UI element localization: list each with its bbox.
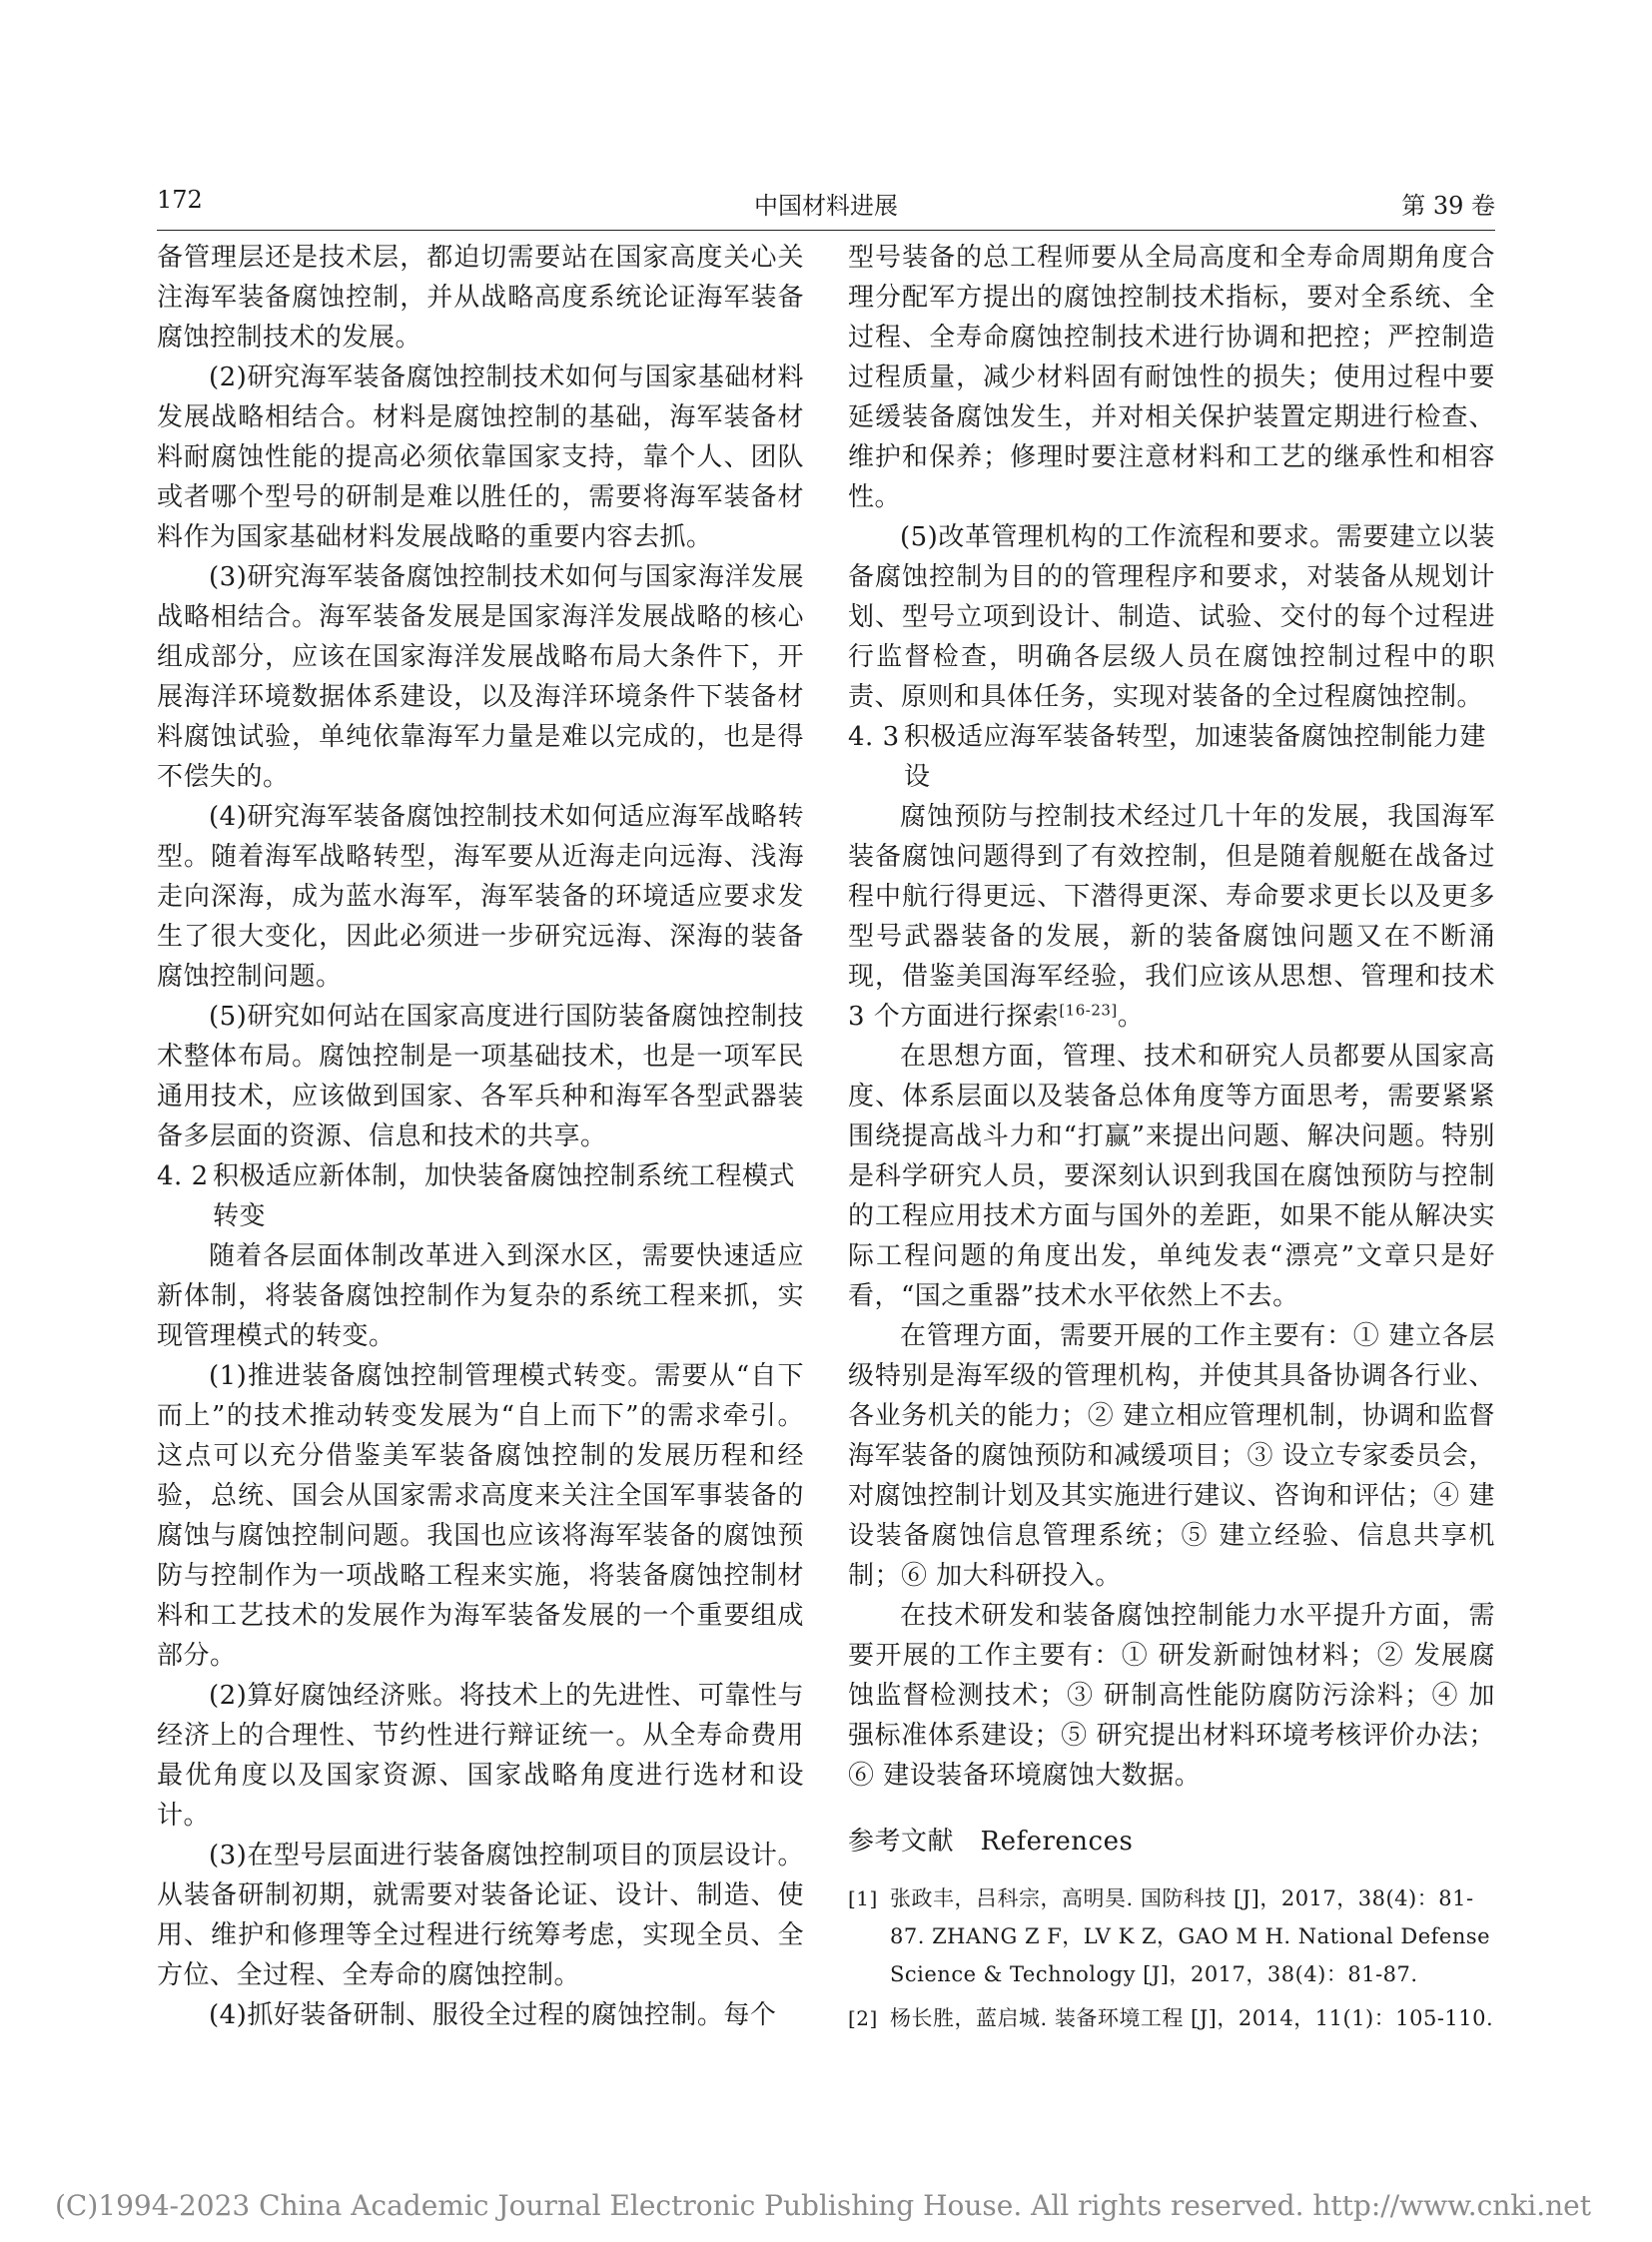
right-column	[848, 238, 1495, 2043]
reference-number: [1]	[848, 1886, 878, 1910]
reference-text: 杨长胜，蓝启城. 装备环境工程 [J]，2014，11(1)：105-110.	[890, 2006, 1494, 2030]
reference-number: [2]	[848, 2006, 878, 2030]
paragraph: 在思想方面，管理、技术和研究人员都要从国家高度、体系层面以及装备总体角度等方面思考，需要紧紧围绕提高战斗力和“打赢”来提出问题、解决问题。特别是科学研究人员，要深刻认识到我国在腐蚀预防与控制的工程应用技术方面与国外的差距，如果不能从解决实际工程问题的角度出发，单纯发表“漂亮”文章只是好看，“国之重器”技术水平依然上不去。	[848, 1042, 1495, 1311]
paragraph: (2)算好腐蚀经济账。将技术上的先进性、可靠性与经济上的合理性、节约性进行辩证统一。从全寿命费用最优角度以及国家资源、国家战略角度进行选材和设计。	[157, 1681, 804, 1831]
reference-text: 张政丰，吕科宗，高明昊. 国防科技 [J]，2017，38(4)：81-87. ZHANG Z F，LV K Z，GAO M H. National Defense Science & Technology [J]，2017，38(4)：81-87.	[890, 1886, 1491, 1986]
header-rule	[157, 230, 1495, 231]
section-title: 积极适应海军装备转型，加速装备腐蚀控制能力建设	[904, 722, 1487, 792]
paragraph: 在管理方面，需要开展的工作主要有：① 建立各层级特别是海军级的管理机构，并使其具备协调各行业、各业务机关的能力；② 建立相应管理机制，协调和监督海军装备的腐蚀预防和减缓项目；③ 设立专家委员会，对腐蚀控制计划及其实施进行建议、咨询和评估；④ 建设装备腐蚀信息管理系统；⑤ 建立经验、信息共享机制；⑥ 加大科研投入。	[848, 1321, 1495, 1591]
page-number: 172	[157, 186, 203, 214]
paragraph: (4)研究海军装备腐蚀控制技术如何适应海军战略转型。随着海军战略转型，海军要从近海走向远海、浅海走向深海，成为蓝水海军，海军装备的环境适应要求发生了很大变化，因此必须进一步研究远海、深海的装备腐蚀控制问题。	[157, 802, 804, 992]
reference-list	[848, 1879, 1495, 2037]
section-number: 4. 3	[848, 722, 900, 752]
paragraph: (5)改革管理机构的工作流程和要求。需要建立以装备腐蚀控制为目的的管理程序和要求，对装备从规划计划、型号立项到设计、制造、试验、交付的每个过程进行监督检查，明确各层级人员在腐蚀控制过程中的职责、原则和具体任务，实现对装备的全过程腐蚀控制。	[848, 522, 1495, 712]
references-heading: 参考文献 References	[848, 1827, 1134, 1857]
paragraph: (3)在型号层面进行装备腐蚀控制项目的顶层设计。从装备研制初期，就需要对装备论证、设计、制造、使用、维护和修理等全过程进行统筹考虑，实现全员、全方位、全过程、全寿命的腐蚀控制。	[157, 1841, 804, 1990]
section-heading-4-2	[157, 1156, 804, 1236]
paragraph: 在技术研发和装备腐蚀控制能力水平提升方面，需要开展的工作主要有：① 研发新耐蚀材料；② 发展腐蚀监督检测技术；③ 研制高性能防腐防污涂料；④ 加强标准体系建设；⑤ 研究提出材料环境考核评价办法；⑥ 建设装备环境腐蚀大数据。	[848, 1601, 1495, 1791]
copyright-footer: (C)1994-2023 China Academic Journal Electronic Publishing House. All rights reserved. http://www.cnki.net	[55, 2189, 1592, 2222]
paragraph-text: 腐蚀预防与控制技术经过几十年的发展，我国海军装备腐蚀问题得到了有效控制，但是随着舰艇在战备过程中航行得更远、下潜得更深、寿命要求更长以及更多型号武器装备的发展，新的装备腐蚀问题又在不断涌现，借鉴美国海军经验，我们应该从思想、管理和技术 3 个方面进行探索	[848, 802, 1495, 1032]
paragraph-end: 。	[1117, 1002, 1145, 1032]
paragraph: 备管理层还是技术层，都迫切需要站在国家高度关心关注海军装备腐蚀控制，并从战略高度系统论证海军装备腐蚀控制技术的发展。	[157, 243, 804, 353]
paragraph: (2)研究海军装备腐蚀控制技术如何与国家基础材料发展战略相结合。材料是腐蚀控制的基础，海军装备材料耐腐蚀性能的提高必须依靠国家支持，靠个人、团队或者哪个型号的研制是难以胜任的，需要将海军装备材料作为国家基础材料发展战略的重要内容去抓。	[157, 363, 804, 552]
paragraph: (3)研究海军装备腐蚀控制技术如何与国家海洋发展战略相结合。海军装备发展是国家海洋发展战略的核心组成部分，应该在国家海洋发展战略布局大条件下，开展海洋环境数据体系建设，以及海洋环境条件下装备材料腐蚀试验，单纯依靠海军力量是难以完成的，也是得不偿失的。	[157, 562, 804, 792]
section-number: 4. 2	[157, 1161, 209, 1191]
section-heading-4-3	[848, 717, 1495, 797]
reference-item	[848, 1879, 1495, 1993]
paragraph: 型号装备的总工程师要从全局高度和全寿命周期角度合理分配军方提出的腐蚀控制技术指标，要对全系统、全过程、全寿命腐蚀控制技术进行协调和把控；严控制造过程质量，减少材料固有耐蚀性的损失；使用过程中要延缓装备腐蚀发生，并对相关保护装置定期进行检查、维护和保养；修理时要注意材料和工艺的继承性和相容性。	[848, 243, 1495, 512]
paragraph: (5)研究如何站在国家高度进行国防装备腐蚀控制技术整体布局。腐蚀控制是一项基础技术，也是一项军民通用技术，应该做到国家、各军兵种和海军各型武器装备多层面的资源、信息和技术的共享。	[157, 1002, 804, 1151]
volume-label: 第 39 卷	[1401, 192, 1495, 220]
section-title: 积极适应新体制，加快装备腐蚀控制系统工程模式转变	[213, 1161, 796, 1231]
left-column	[157, 238, 804, 2035]
paragraph: 随着各层面体制改革进入到深水区，需要快速适应新体制，将装备腐蚀控制作为复杂的系统工程来抓，实现管理模式的转变。	[157, 1241, 804, 1351]
paragraph: (1)推进装备腐蚀控制管理模式转变。需要从“自下而上”的技术推动转变发展为“自上而下”的需求牵引。这点可以充分借鉴美军装备腐蚀控制的发展历程和经验，总统、国会从国家需求高度来关注全国军事装备的腐蚀与腐蚀控制问题。我国也应该将海军装备的腐蚀预防与控制作为一项战略工程来实施，将装备腐蚀控制材料和工艺技术的发展作为海军装备发展的一个重要组成部分。	[157, 1361, 804, 1671]
paragraph	[848, 797, 1495, 1037]
reference-item	[848, 1999, 1495, 2037]
citation: [16-23]	[1059, 1001, 1118, 1020]
page-header	[157, 186, 1495, 230]
paragraph: (4)抓好装备研制、服役全过程的腐蚀控制。每个	[209, 2000, 777, 2030]
journal-name: 中国材料进展	[754, 192, 898, 220]
